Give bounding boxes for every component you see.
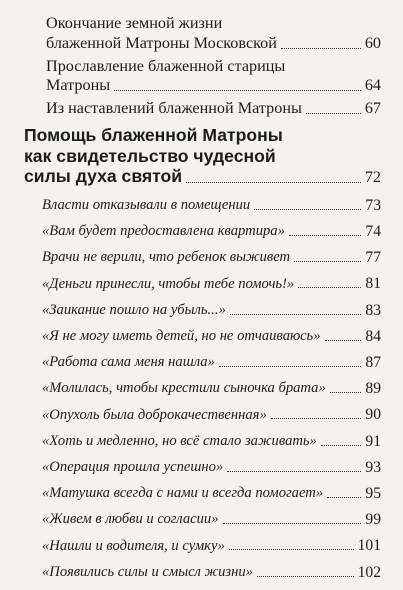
toc-entry-title: Из наставлений блаженной Матроны — [46, 99, 302, 118]
toc-page-number: 73 — [365, 196, 381, 214]
toc-sub-entry — [24, 563, 381, 582]
toc-sub-entry — [24, 248, 381, 267]
dot-leader — [289, 235, 362, 236]
toc-sub-entry-title: Врачи не верили, что ребенок выживет — [42, 249, 291, 266]
toc-page-number: 95 — [365, 485, 381, 503]
toc-sub-entry-title: «Я не могу иметь детей, но не отчаиваюсь» — [42, 328, 321, 345]
toc-sub-entry-title: «Операция прошла успешно» — [42, 459, 224, 476]
toc-page-number: 67 — [364, 99, 381, 118]
toc-sub-entry — [24, 458, 381, 477]
dot-leader — [223, 523, 362, 524]
section-title-line: Помощь блаженной Матроны — [24, 124, 283, 145]
toc-sub-entry — [24, 510, 381, 529]
toc-entry-title: Матроны — [46, 76, 111, 95]
dot-leader — [186, 182, 361, 183]
dot-leader — [294, 261, 361, 262]
toc-page-number: 93 — [365, 458, 381, 476]
toc-entry — [24, 57, 381, 97]
dot-leader — [230, 314, 362, 315]
toc-entry-title: блаженной Матроны Московской — [46, 33, 277, 52]
toc-sub-entry — [24, 274, 381, 293]
toc-sub-entry-title: «Опухоль была доброкачественная» — [42, 406, 267, 423]
toc-sub-entry — [24, 222, 381, 241]
toc-entry — [24, 99, 381, 119]
toc-entry — [24, 14, 381, 54]
toc-sub-entry-title: «Нашли и водителя, и сумку» — [42, 537, 225, 554]
dot-leader — [254, 209, 361, 210]
dot-leader — [298, 287, 361, 288]
dot-leader — [229, 549, 354, 550]
toc-section-heading — [24, 125, 381, 188]
toc-sub-entry-title: «Появились силы и смысл жизни» — [42, 563, 253, 580]
toc-sub-entry — [24, 379, 381, 398]
toc-sub-entry — [24, 536, 381, 555]
toc-sub-entry-title: «Заикание пошло на убыль...» — [42, 301, 226, 318]
toc-sub-entry-title: «Живем в любви и согласии» — [42, 511, 219, 528]
toc-page-number: 99 — [365, 511, 381, 529]
toc-sub-entry — [24, 405, 381, 424]
toc-sub-entry-title: «Работа сама меня нашла» — [42, 354, 215, 371]
section-title-line: как свидетельство чудесной — [24, 145, 276, 166]
toc-page-number: 87 — [365, 354, 381, 371]
toc-page-number: 64 — [364, 76, 381, 95]
toc-page-number: 91 — [365, 432, 381, 450]
toc-entry-line: Окончание земной жизни — [46, 14, 223, 32]
toc-page-number: 60 — [364, 33, 381, 52]
toc-page-number: 101 — [357, 537, 381, 555]
toc-page-number: 102 — [357, 563, 381, 581]
toc-page-number: 84 — [365, 327, 381, 345]
dot-leader — [330, 392, 362, 393]
toc-sub-entry-title: «Деньги принесли, чтобы тебе помочь!» — [42, 275, 295, 292]
toc-page-number: 89 — [365, 380, 381, 398]
toc-sub-entry — [24, 196, 381, 215]
toc-page-number: 81 — [365, 275, 381, 293]
toc-page-number: 74 — [365, 222, 381, 240]
toc-sub-entry — [24, 432, 381, 451]
dot-leader — [114, 90, 361, 91]
dot-leader — [281, 48, 361, 49]
toc-sub-entry-title: «Молилась, чтобы крестили сыночка брата» — [42, 380, 326, 397]
toc-page-number: 72 — [364, 168, 381, 187]
dot-leader — [321, 445, 362, 446]
toc-sub-entry-title: «Хоть и медленно, но всё стало заживать» — [42, 432, 317, 449]
toc-entry-line: Прославление блаженной старицы — [46, 56, 286, 75]
dot-leader — [219, 366, 362, 367]
toc-sub-entry-title: Власти отказывали в помещении — [42, 197, 251, 213]
dot-leader — [227, 471, 361, 472]
toc-sub-entry — [24, 301, 381, 320]
toc-sub-entry-title: «Матушка всегда с нами и всегда помогает» — [42, 485, 324, 502]
toc-sub-entry — [24, 484, 381, 503]
toc-sub-entry — [24, 327, 381, 346]
dot-leader — [325, 340, 362, 341]
toc-page-number: 90 — [365, 406, 381, 424]
section-title-line: силы духа святой — [24, 166, 183, 187]
toc-sub-entry-title: «Вам будет предоставлена квартира» — [42, 223, 285, 240]
toc-page-number: 77 — [365, 249, 381, 267]
dot-leader — [306, 113, 361, 114]
dot-leader — [271, 418, 362, 419]
dot-leader — [327, 497, 361, 498]
toc-page-number: 83 — [365, 301, 381, 319]
toc-sub-entry — [24, 353, 381, 372]
dot-leader — [257, 576, 354, 577]
